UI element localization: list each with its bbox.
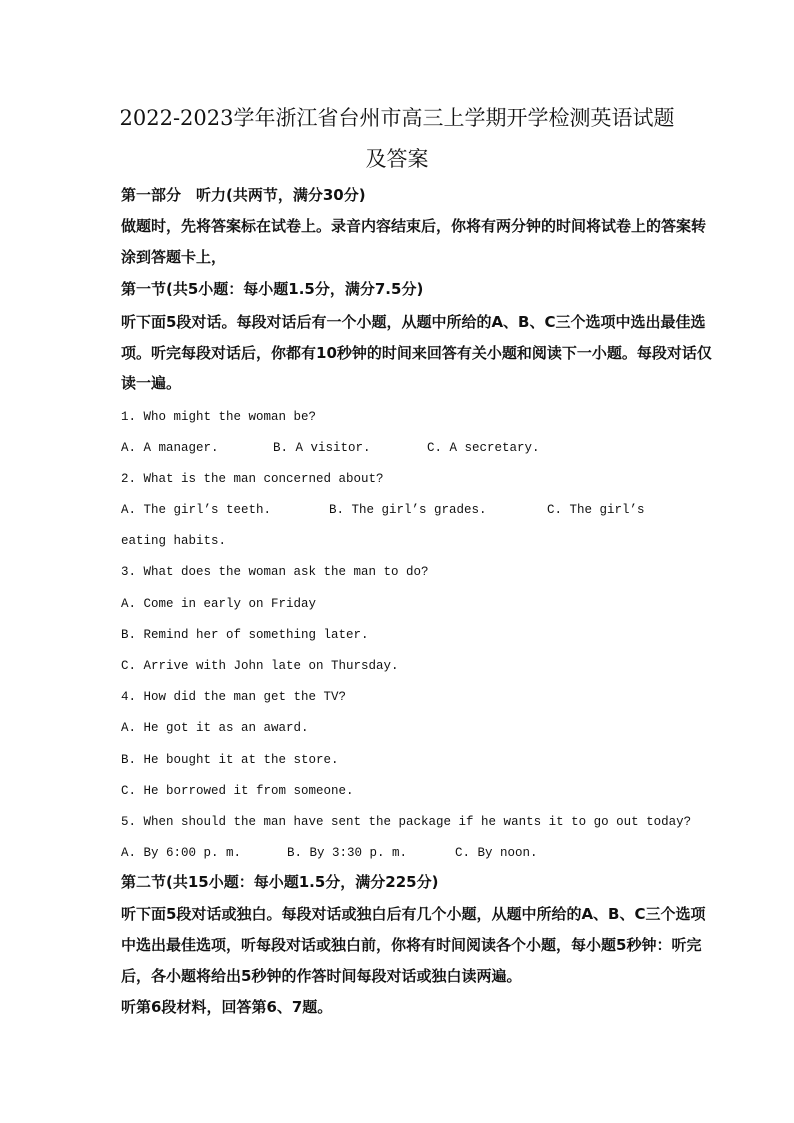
- section2-instruction-line-3: 后，各小题将给出5秒钟的作答时间每段对话或独白读两遍。: [121, 967, 522, 985]
- document-title-line-1: 2022-2023学年浙江省台州市高三上学期开学检测英语试题: [119, 106, 675, 130]
- question-2-option-a: A. The girl’s teeth.: [121, 503, 272, 517]
- question-3-stem: 3. What does the woman ask the man to do?: [121, 565, 429, 579]
- section1-instruction-line-3: 读一遍。: [121, 374, 182, 392]
- question-5-option-a: A. By 6:00 p. m.: [121, 846, 242, 860]
- part1-instruction-line-1: 做题时，先将答案标在试卷上。录音内容结束后，你将有两分钟的时间将试卷上的答案转: [121, 217, 707, 235]
- question-1-option-a: A. A manager.: [121, 441, 219, 455]
- question-4-option-c: C. He borrowed it from someone.: [121, 784, 354, 798]
- question-1-stem: 1. Who might the woman be?: [121, 410, 317, 424]
- question-1-option-b: B. A visitor.: [273, 441, 371, 455]
- section2-heading: 第二节(共15小题：每小题1.5分，满分225分): [121, 873, 439, 891]
- question-4-stem: 4. How did the man get the TV?: [121, 690, 347, 704]
- question-5-stem: 5. When should the man have sent the package if he wants it to go out today?: [121, 815, 692, 829]
- question-4-option-a: A. He got it as an award.: [121, 721, 309, 735]
- part1-heading: 第一部分 听力(共两节，满分30分): [121, 186, 366, 204]
- part1-instruction-line-2: 涂到答题卡上，: [121, 248, 227, 266]
- section2-material-note: 听第6段材料，回答第6、7题。: [121, 998, 333, 1016]
- section1-instruction-line-1: 听下面5段对话。每段对话后有一个小题，从题中所给的A、B、C三个选项中选出最佳选: [121, 313, 706, 331]
- question-1-option-c: C. A secretary.: [427, 441, 540, 455]
- section2-instruction-line-1: 听下面5段对话或独白。每段对话或独白后有几个小题，从题中所给的A、B、C三个选项: [121, 905, 706, 923]
- question-4-option-b: B. He bought it at the store.: [121, 753, 339, 767]
- question-3-option-a: A. Come in early on Friday: [121, 597, 317, 611]
- question-2-option-b: B. The girl’s grades.: [329, 503, 487, 517]
- section2-instruction-line-2: 中选出最佳选项，听每段对话或独白前，你将有时间阅读各个小题，每小题5秒钟：听完: [121, 936, 702, 954]
- question-5-option-b: B. By 3:30 p. m.: [287, 846, 408, 860]
- question-2-option-c-continuation: eating habits.: [121, 534, 227, 548]
- section1-heading: 第一节(共5小题：每小题1.5分，满分7.5分): [121, 280, 424, 298]
- question-3-option-c: C. Arrive with John late on Thursday.: [121, 659, 399, 673]
- question-5-option-c: C. By noon.: [455, 846, 538, 860]
- section1-instruction-line-2: 项。听完每段对话后，你都有10秒钟的时间来回答有关小题和阅读下一小题。每段对话仅: [121, 344, 712, 362]
- question-3-option-b: B. Remind her of something later.: [121, 628, 369, 642]
- document-title-line-2: 及答案: [365, 147, 429, 171]
- question-2-option-c: C. The girl’s: [547, 503, 645, 517]
- question-2-stem: 2. What is the man concerned about?: [121, 472, 384, 486]
